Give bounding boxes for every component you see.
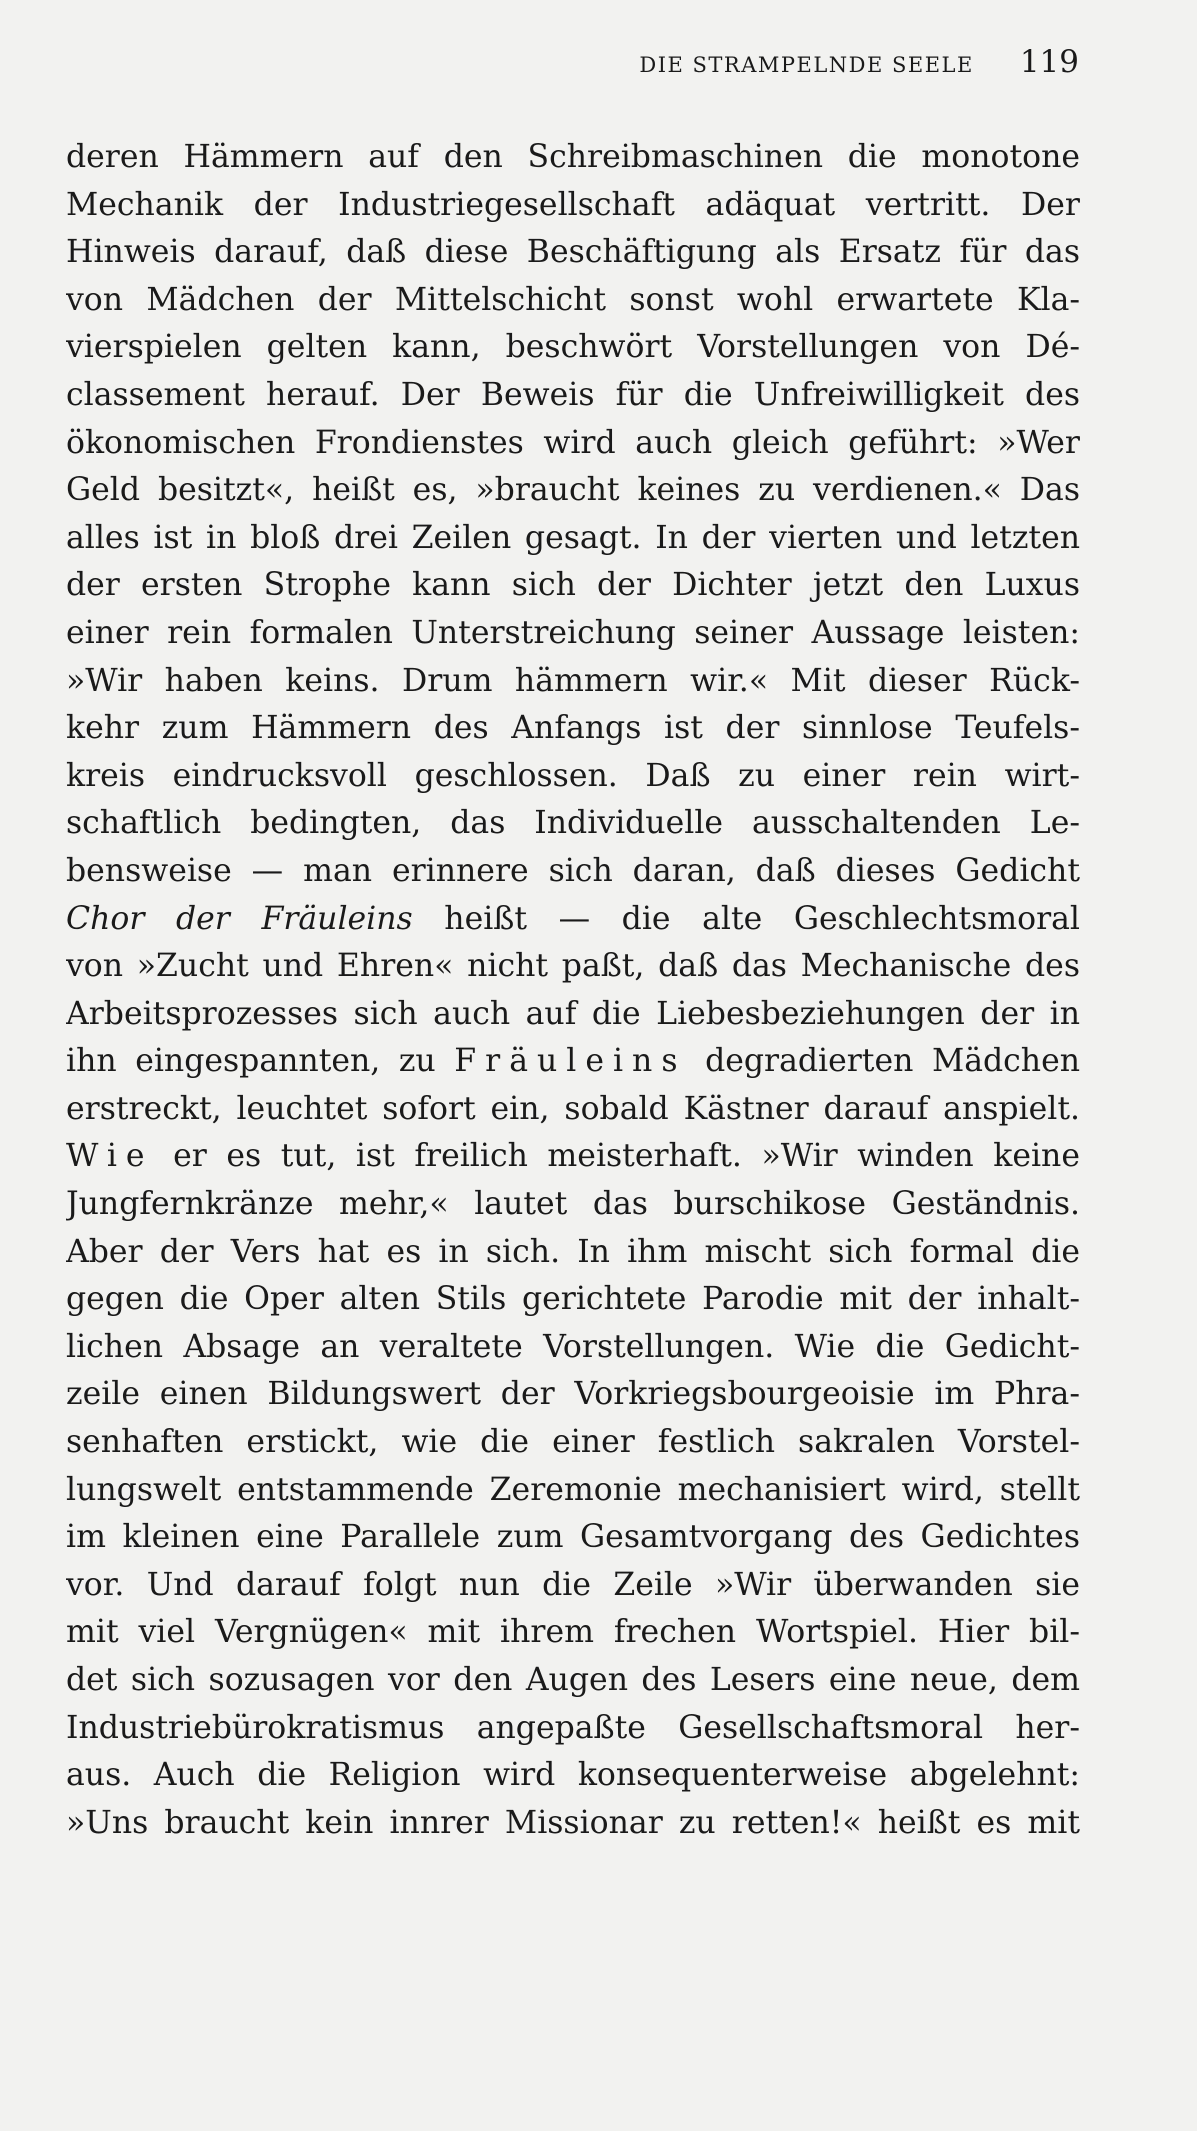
text-line bbox=[66, 1705, 1080, 1753]
text-line bbox=[66, 515, 1080, 563]
text-line bbox=[66, 610, 1080, 658]
text-segment: erstreckt, leuchtet sofort ein, sobald Kästner darauf anspielt. bbox=[66, 1090, 1080, 1127]
text-segment: Jungfernkränze mehr,« lautet das burschikose Geständnis. bbox=[66, 1186, 1080, 1223]
text-line bbox=[66, 324, 1080, 372]
text-line bbox=[66, 753, 1080, 801]
text-line bbox=[66, 134, 1080, 182]
text-line bbox=[66, 943, 1080, 991]
text-segment: ihn eingespannten, zu bbox=[66, 1043, 455, 1080]
text-segment: »Uns braucht kein innrer Missionar zu retten!« heißt es mit bbox=[66, 1804, 1080, 1841]
text-line bbox=[66, 1609, 1080, 1657]
text-line bbox=[66, 896, 1080, 944]
text-segment: lichen Absage an veraltete Vorstellungen. Wie die Gedicht- bbox=[66, 1328, 1080, 1365]
text-line bbox=[66, 1181, 1080, 1229]
text-segment: schaftlich bedingten, das Individuelle ausschaltenden Le- bbox=[66, 805, 1080, 842]
italic-title: Chor der Fräuleins bbox=[66, 900, 413, 937]
text-segment: det sich sozusagen vor den Augen des Lesers eine neue, dem bbox=[66, 1662, 1080, 1698]
text-segment: vierspielen gelten kann, beschwört Vorstellungen von Dé- bbox=[66, 329, 1080, 366]
text-segment: zeile einen Bildungswert der Vorkriegsbourgeoisie im Phra- bbox=[66, 1376, 1080, 1413]
text-segment: lungswelt entstammende Zeremonie mechanisiert wird, stellt bbox=[66, 1471, 1080, 1508]
text-line bbox=[66, 848, 1080, 896]
text-line bbox=[66, 1419, 1080, 1467]
spaced-emphasis: Fräuleins bbox=[454, 1043, 687, 1080]
text-segment: mit viel Vergnügen« mit ihrem frechen Wortspiel. Hier bil- bbox=[66, 1614, 1080, 1651]
text-line bbox=[66, 1800, 1080, 1848]
text-segment: »Wir haben keins. Drum hämmern wir.« Mit dieser Rück- bbox=[66, 662, 1080, 699]
body-text bbox=[66, 134, 1080, 1847]
text-line bbox=[66, 1467, 1080, 1515]
text-line bbox=[66, 467, 1080, 515]
text-line bbox=[66, 1133, 1080, 1181]
text-segment: Hinweis darauf, daß diese Beschäftigung als Ersatz für das bbox=[66, 234, 1080, 271]
text-segment: der ersten Strophe kann sich der Dichter jetzt den Luxus bbox=[66, 567, 1080, 604]
text-segment: aus. Auch die Religion wird konsequenterweise abgelehnt: bbox=[66, 1757, 1080, 1794]
text-line bbox=[66, 1657, 1080, 1705]
text-segment: deren Hämmern auf den Schreibmaschinen die monotone bbox=[66, 139, 1080, 175]
text-line bbox=[66, 229, 1080, 277]
text-segment: classement herauf. Der Beweis für die Unfreiwilligkeit des bbox=[66, 376, 1080, 413]
text-line bbox=[66, 1229, 1080, 1277]
text-segment: Arbeitsprozesses sich auch auf die Liebesbeziehungen der in bbox=[66, 995, 1080, 1032]
text-segment: Aber der Vers hat es in sich. In ihm mischt sich formal die bbox=[66, 1233, 1080, 1270]
text-segment: von Mädchen der Mittelschicht sonst wohl erwartete Kla- bbox=[66, 281, 1080, 318]
text-segment: Industriebürokratismus angepaßte Gesellschaftsmoral her- bbox=[66, 1709, 1080, 1746]
text-line bbox=[66, 277, 1080, 325]
text-segment: vor. Und darauf folgt nun die Zeile »Wir überwanden sie bbox=[66, 1566, 1080, 1603]
spaced-emphasis: Wie bbox=[66, 1138, 154, 1175]
text-line bbox=[66, 1752, 1080, 1800]
text-segment: senhaften erstickt, wie die einer festlich sakralen Vorstel- bbox=[66, 1424, 1080, 1461]
text-line bbox=[66, 372, 1080, 420]
text-segment: Geld besitzt«, heißt es, »braucht keines zu verdienen.« Das bbox=[66, 472, 1080, 509]
text-line bbox=[66, 658, 1080, 706]
text-segment: alles ist in bloß drei Zeilen gesagt. In der vierten und letzten bbox=[66, 519, 1080, 556]
running-title: DIE STRAMPELNDE SEELE bbox=[639, 53, 974, 77]
text-line bbox=[66, 800, 1080, 848]
text-line bbox=[66, 1562, 1080, 1610]
text-segment: degradierten Mädchen bbox=[686, 1043, 1080, 1080]
text-segment: heißt — die alte Geschlechtsmoral bbox=[412, 900, 1080, 937]
text-line bbox=[66, 420, 1080, 468]
text-segment: Mechanik der Industriegesellschaft adäquat vertritt. Der bbox=[66, 186, 1080, 223]
text-line bbox=[66, 1324, 1080, 1372]
text-segment: er es tut, ist freilich meisterhaft. »Wir winden keine bbox=[153, 1138, 1080, 1175]
text-line bbox=[66, 705, 1080, 753]
text-line bbox=[66, 1371, 1080, 1419]
text-line bbox=[66, 182, 1080, 230]
text-line bbox=[66, 1514, 1080, 1562]
text-line bbox=[66, 991, 1080, 1039]
text-segment: kehr zum Hämmern des Anfangs ist der sinnlose Teufels- bbox=[66, 710, 1080, 747]
text-segment: im kleinen eine Parallele zum Gesamtvorgang des Gedichtes bbox=[66, 1519, 1080, 1556]
text-line bbox=[66, 1038, 1080, 1086]
text-line bbox=[66, 1086, 1080, 1134]
text-segment: gegen die Oper alten Stils gerichtete Parodie mit der inhalt- bbox=[66, 1281, 1080, 1318]
text-segment: ökonomischen Frondienstes wird auch gleich geführt: »Wer bbox=[66, 424, 1080, 461]
text-segment: kreis eindrucksvoll geschlossen. Daß zu einer rein wirt- bbox=[66, 757, 1080, 794]
page-number: 119 bbox=[1019, 44, 1079, 80]
running-head bbox=[639, 44, 1079, 80]
text-segment: bensweise — man erinnere sich daran, daß dieses Gedicht bbox=[66, 852, 1080, 889]
text-segment: einer rein formalen Unterstreichung seiner Aussage leisten: bbox=[66, 614, 1080, 651]
text-line bbox=[66, 562, 1080, 610]
text-line bbox=[66, 1276, 1080, 1324]
text-segment: von »Zucht und Ehren« nicht paßt, daß das Mechanische des bbox=[66, 948, 1080, 985]
